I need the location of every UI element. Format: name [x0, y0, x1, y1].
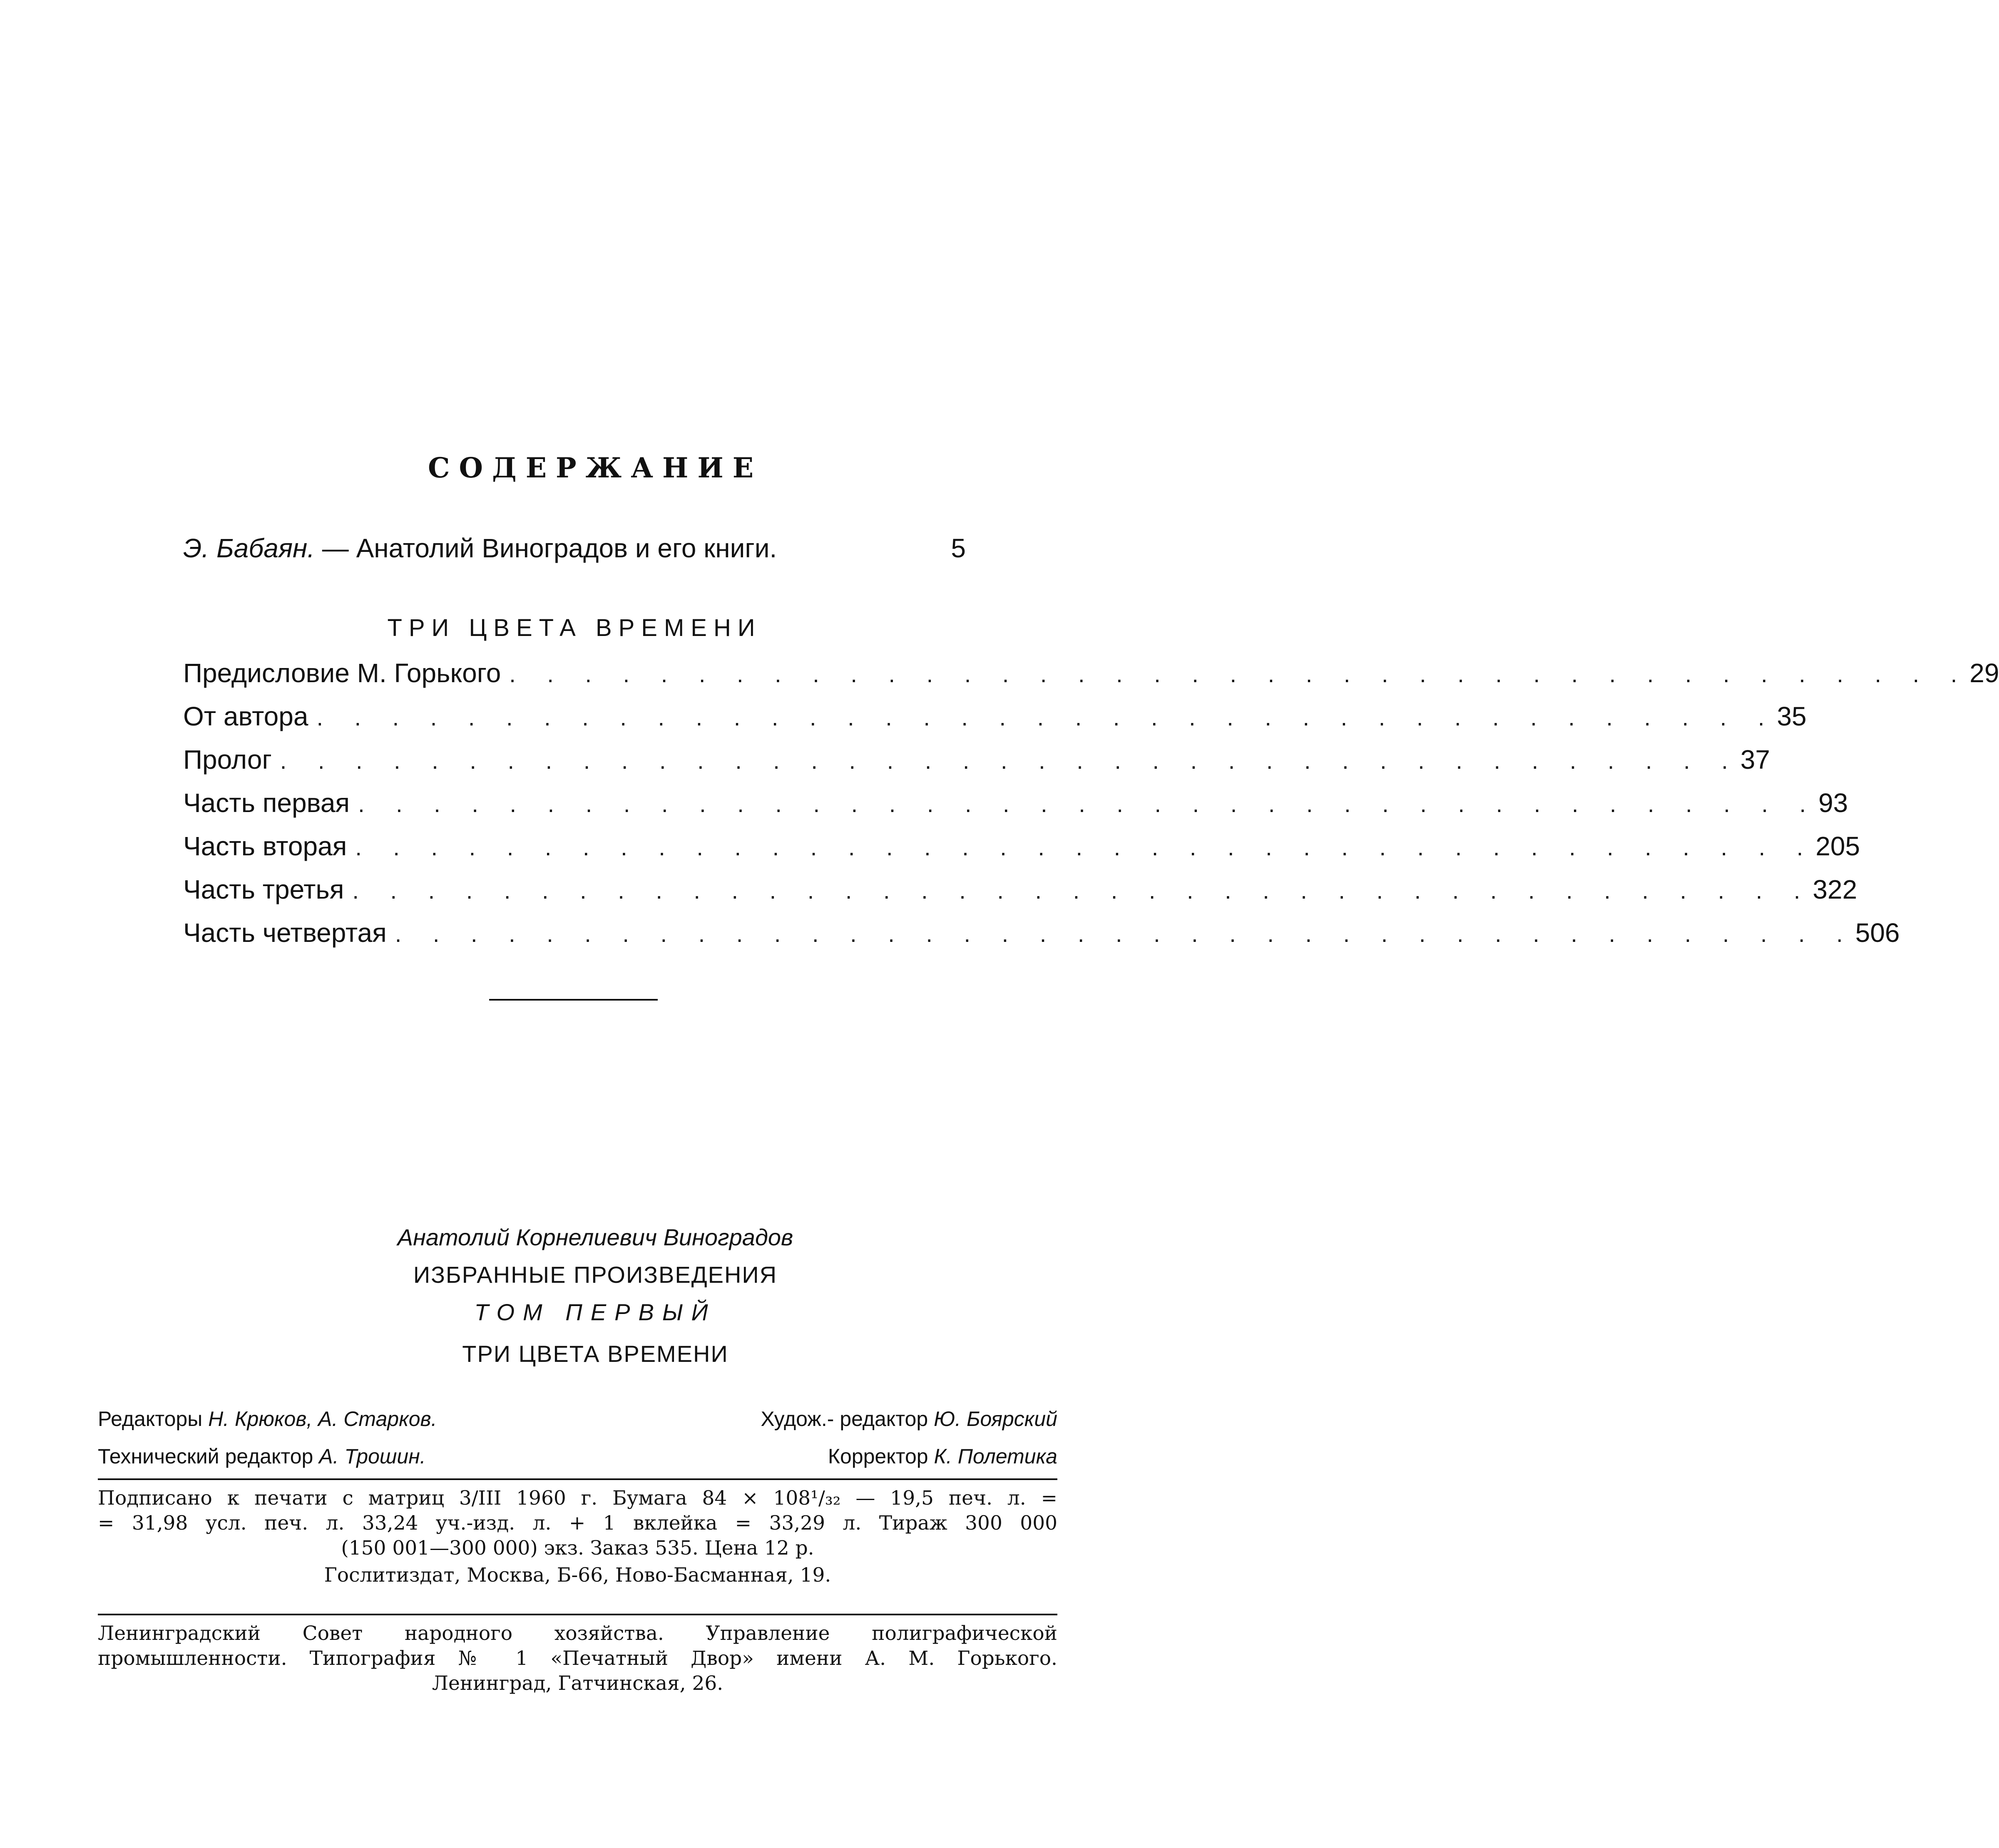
art-editor-credit	[761, 1407, 1057, 1431]
art-editor-name: Ю. Боярский	[934, 1407, 1057, 1431]
toc-leader-dots: . . . . . . . . . . . . . . . . . . . . . . . . . . . . . . . . . . . . . . .	[509, 661, 1970, 687]
printing-plant-line: Ленинград, Гатчинская, 26.	[432, 1672, 724, 1695]
imprint-collection-title: ИЗБРАННЫЕ ПРОИЗВЕДЕНИЯ	[413, 1262, 778, 1288]
toc-leader-dots: . . . . . . . . . . . . . . . . . . . . . . . . . . . . . . . . . . . . . . .	[316, 704, 1777, 730]
tech-editor-label: Технический редактор	[98, 1445, 313, 1468]
toc-section-title: ТРИ ЦВЕТА ВРЕМЕНИ	[387, 614, 762, 641]
toc-entry-label: Часть вторая	[183, 831, 347, 861]
toc-leader-dots: . . . . . . . . . . . . . . . . . . . . . . . . . . . . . . . . . . . . . . .	[395, 921, 1855, 947]
intro-author: Э. Бабаян.	[183, 533, 315, 563]
printing-plant-line: Ленинградский Совет народного хозяйства. Управление полиграфической	[98, 1622, 1057, 1645]
print-details-line: Подписано к печати с матриц 3/III 1960 г. Бумага 84 × 108¹/₃₂ — 19,5 печ. л. =	[98, 1487, 1057, 1510]
toc-entry-page: 205	[1815, 831, 1860, 861]
toc-leader-dots: . . . . . . . . . . . . . . . . . . . . . . . . . . . . . . . . . . . . . . .	[355, 834, 1816, 860]
section-divider	[489, 999, 658, 1001]
toc-leader-dots: . . . . . . . . . . . . . . . . . . . . . . . . . . . . . . . . . . . . . . .	[352, 877, 1813, 904]
credits-row-editors	[98, 1407, 1057, 1436]
imprint-volume: ТОМ ПЕРВЫЙ	[474, 1299, 716, 1325]
toc-entry	[183, 874, 1857, 917]
intro-title: — Анатолий Виноградов и его книги.	[322, 533, 777, 563]
toc-entry-page: 35	[1777, 701, 1807, 731]
toc-intro-entry	[183, 533, 966, 570]
proofreader-label: Корректор	[828, 1445, 928, 1468]
imprint-book-title: ТРИ ЦВЕТА ВРЕМЕНИ	[462, 1341, 728, 1367]
toc-entry	[183, 658, 1999, 701]
proofreader-name: К. Полетика	[934, 1445, 1057, 1468]
toc-entry-label: Часть четвертая	[183, 918, 387, 948]
print-details-line: (150 001—300 000) экз. Заказ 535. Цена 12 р.	[341, 1537, 814, 1560]
toc-leader-dots: . . . . . . . . . . . . . . . . . . . . . . . . . . . . . . . . . . . . . . .	[280, 748, 1740, 774]
print-details	[98, 1486, 1057, 1561]
toc-entry-label: Часть третья	[183, 874, 344, 904]
art-editor-label: Худож.- редактор	[761, 1407, 928, 1431]
toc-entry-label: От автора	[183, 701, 308, 731]
imprint-author: Анатолий Корнелиевич Виноградов	[397, 1224, 793, 1250]
contents-heading: СОДЕРЖАНИЕ	[428, 452, 763, 484]
printing-plant-info	[98, 1621, 1057, 1696]
toc-entry-label: Предисловие М. Горького	[183, 658, 501, 688]
publisher-address: Гослитиздат, Москва, Б-66, Ново-Басманная, 19.	[324, 1564, 831, 1587]
credits-row-technical	[98, 1444, 1057, 1473]
toc-entry-page: 93	[1818, 788, 1848, 818]
proofreader-credit	[828, 1444, 1057, 1468]
toc-entry	[183, 701, 1807, 744]
toc-entry	[183, 744, 1770, 787]
toc-entry	[183, 917, 1900, 961]
editors-label: Редакторы	[98, 1407, 203, 1431]
toc-entry-page: 29	[1969, 658, 1999, 688]
table-of-contents	[183, 658, 1999, 961]
printing-plant-line: промышленности. Типография № 1 «Печатный Двор» имени А. М. Горького.	[98, 1647, 1057, 1670]
editors-credit	[98, 1407, 437, 1431]
tech-editor-name: А. Трошин.	[319, 1445, 426, 1468]
toc-entry-page: 37	[1740, 745, 1770, 775]
imprint-divider	[98, 1614, 1057, 1615]
toc-entry-page: 322	[1813, 874, 1857, 904]
editors-names: Н. Крюков, А. Старков.	[208, 1407, 437, 1431]
intro-page-number: 5	[951, 533, 966, 563]
toc-entry	[183, 831, 1860, 874]
imprint-divider	[98, 1478, 1057, 1480]
toc-entry-page: 506	[1855, 918, 1900, 948]
tech-editor-credit	[98, 1444, 426, 1468]
toc-entry-label: Пролог	[183, 745, 272, 775]
print-details-line: = 31,98 усл. печ. л. 33,24 уч.-изд. л. + 1 вклейка = 33,29 л. Тираж 300 000	[98, 1512, 1057, 1535]
toc-leader-dots: . . . . . . . . . . . . . . . . . . . . . . . . . . . . . . . . . . . . . . .	[358, 791, 1819, 817]
toc-entry	[183, 787, 1848, 831]
toc-entry-label: Часть первая	[183, 788, 350, 818]
